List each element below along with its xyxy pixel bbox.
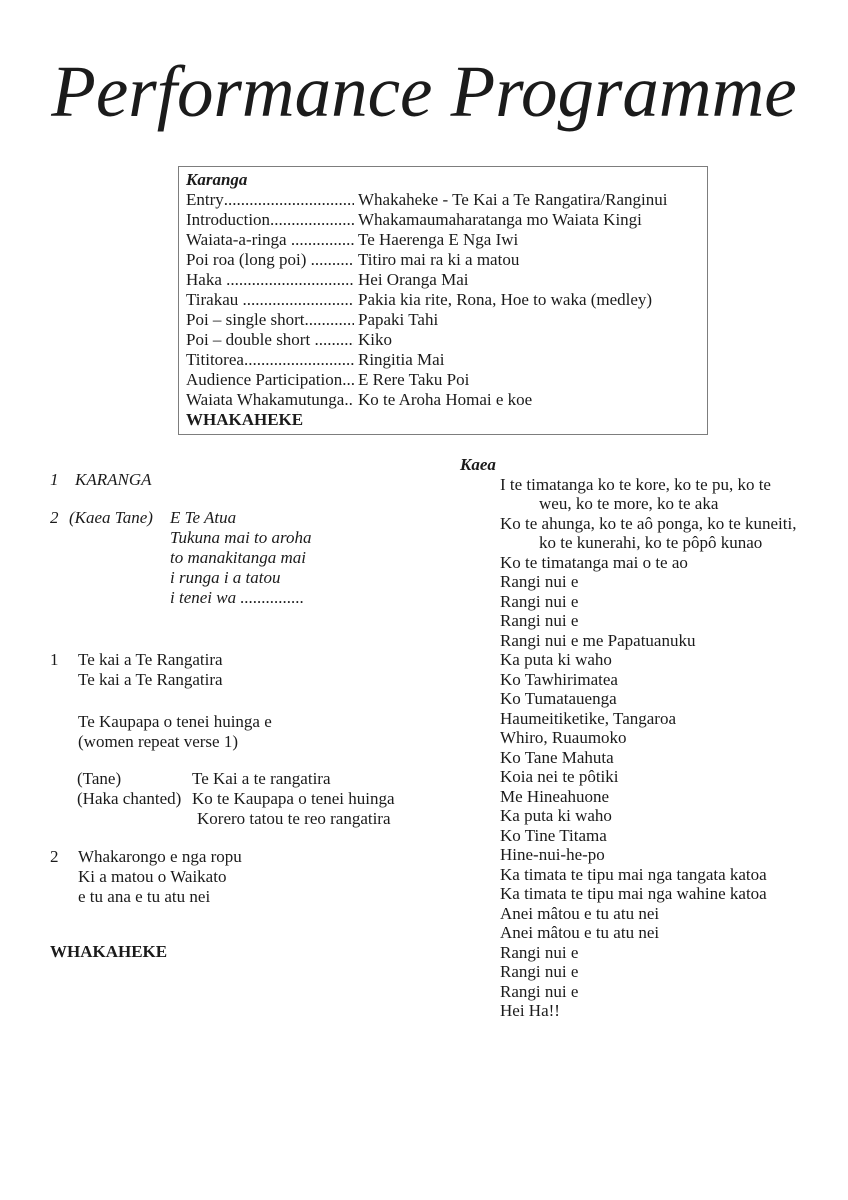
programme-item-title: Titiro mai ra ki a matou (358, 250, 520, 269)
speaker-label: (Tane) (77, 769, 122, 788)
programme-item-label: Poi – double short (186, 330, 315, 349)
programme-row-left (186, 310, 354, 330)
programme-item-title: Hei Oranga Mai (358, 270, 469, 289)
kaea-line: Rangi nui e (500, 572, 579, 591)
programme-row-left (186, 190, 354, 210)
programme-row-left (186, 230, 354, 250)
kaea-tane-item (50, 508, 312, 608)
programme-item-title: Papaki Tahi (358, 310, 439, 329)
programme-row-left (186, 390, 354, 410)
programme-row-left (186, 250, 354, 270)
verse-1-lyrics (78, 650, 223, 690)
kaea-line: Koia nei te pôtiki (500, 767, 619, 786)
kaea-line: Ko Tine Titama (500, 825, 607, 845)
lyric-line: Ko te Kaupapa o tenei huinga (192, 789, 395, 808)
programme-item-label: Audience Participation (186, 370, 343, 389)
lyric-line: Te Kai a te rangatira (192, 769, 331, 788)
item-number: 1 (50, 470, 59, 489)
programme-item-label: Entry (186, 190, 224, 209)
page-title: Performance Programme (51, 51, 797, 132)
lyric-line: Te kai a Te Rangatira (78, 650, 223, 669)
programme-item-title: Kiko (358, 330, 392, 349)
programme-item-label: Poi – single short (186, 310, 305, 329)
kaea-line: Rangi nui e (500, 611, 579, 630)
programme-row-left (186, 350, 354, 370)
verse-1-continued (78, 712, 272, 752)
speaker-row (77, 769, 395, 789)
programme-row (186, 310, 701, 330)
lyric-line: Te Kaupapa o tenei huinga e (78, 712, 272, 731)
programme-item-label: Haka (186, 270, 227, 289)
kaea-tane-lyrics (170, 508, 312, 608)
kaea-heading: Kaea (460, 455, 496, 474)
dot-leader (311, 250, 354, 270)
kaea-line: Ko Tane Mahuta (500, 747, 614, 767)
programme-row-left (186, 330, 354, 350)
verse-1 (50, 650, 223, 690)
programme-row (186, 210, 701, 230)
whakaheke-footer: WHAKAHEKE (50, 942, 168, 961)
programme-row (186, 290, 701, 310)
lyric-line: Te kai a Te Rangatira (78, 670, 223, 689)
programme-row (186, 390, 701, 410)
dot-leader (305, 310, 354, 330)
kaea-line: ko te kunerahi, ko te pôpô kunao (539, 533, 763, 552)
kaea-line: Ko te ahunga, ko te aô ponga, ko te kuneiti, (500, 513, 797, 533)
programme-row-left (186, 370, 354, 390)
speaker-label: (Haka chanted) (77, 789, 182, 808)
lyric-line: i tenei wa ............... (170, 588, 305, 607)
karanga-label: KARANGA (75, 470, 152, 489)
lyric-line: e tu ana e tu atu nei (78, 887, 211, 906)
programme-row-left (186, 290, 354, 310)
programme-list (186, 190, 701, 410)
dot-leader (243, 290, 354, 310)
programme-footer: WHAKAHEKE (186, 410, 304, 429)
programme-item-label: Tirakau (186, 290, 243, 309)
programme-row (186, 190, 701, 210)
kaea-column (460, 455, 846, 1021)
kaea-line: Me Hineahuone (500, 786, 610, 806)
programme-item-label: Introduction (186, 210, 271, 229)
verse-2 (50, 847, 242, 907)
lyric-line: E Te Atua (170, 508, 237, 527)
programme-item-title: E Rere Taku Poi (358, 370, 470, 389)
kaea-line: Rangi nui e (500, 962, 579, 981)
kaea-line: Ka puta ki waho (500, 650, 612, 669)
speaker-row (77, 789, 395, 809)
lyric-line: i runga i a tatou (170, 568, 281, 587)
dot-leader (244, 350, 354, 370)
kaea-line: Ka timata te tipu mai nga wahine katoa (500, 884, 767, 903)
kaea-line: Hei Ha!! (500, 1001, 560, 1020)
lyric-line: to manakitanga mai (170, 548, 306, 567)
programme-item-label: Waiata Whakamutunga (186, 390, 345, 409)
kaea-line: Haumeitiketike, Tangaroa (500, 708, 676, 728)
programme-row (186, 250, 701, 270)
programme-box (178, 166, 708, 435)
kaea-line: weu, ko te more, ko te aka (539, 494, 719, 513)
kaea-line: I te timatanga ko te kore, ko te pu, ko te (500, 474, 771, 494)
kaea-line: Ka puta ki waho (500, 806, 612, 825)
kaea-line: Ko Tumatauenga (500, 689, 617, 708)
verse-2-lyrics (78, 847, 242, 907)
programme-row-left (186, 270, 354, 290)
dot-leader (224, 190, 354, 210)
kaea-line: Rangi nui e (500, 942, 579, 962)
kaea-line: Ko te timatanga mai o te ao (500, 552, 688, 572)
karanga-item (50, 470, 152, 490)
programme-item-label: Waiata-a-ringa (186, 230, 291, 249)
kaea-line: Rangi nui e (500, 591, 579, 611)
programme-item-title: Ringitia Mai (358, 350, 445, 369)
programme-item-label: Poi roa (long poi) (186, 250, 311, 269)
programme-item-title: Whakaheke - Te Kai a Te Rangatira/Ranginui (358, 190, 668, 209)
kaea-line: Anei mâtou e tu atu nei (500, 903, 660, 923)
dot-leader (344, 390, 354, 410)
kaea-line: Rangi nui e me Papatuanuku (500, 630, 696, 650)
programme-item-label: Tititorea (186, 350, 244, 369)
kaea-lyrics (460, 475, 846, 1021)
programme-row-left (186, 210, 354, 230)
dot-leader (226, 270, 354, 290)
speaker-row (77, 809, 395, 829)
programme-heading: Karanga (186, 170, 248, 189)
kaea-line: Whiro, Ruaumoko (500, 728, 627, 747)
kaea-line: Hine-nui-he-po (500, 845, 605, 864)
dot-leader (291, 230, 354, 250)
programme-item-title: Ko te Aroha Homai e koe (358, 390, 533, 409)
programme-row (186, 330, 701, 350)
lyric-line: (women repeat verse 1) (78, 732, 239, 751)
programme-item-title: Whakamaumaharatanga mo Waiata Kingi (358, 210, 642, 229)
lyric-line: Tukuna mai to aroha (170, 528, 312, 547)
lyric-line: Korero tatou te reo rangatira (197, 809, 391, 828)
lyric-line: Whakarongo e nga ropu (78, 847, 242, 866)
programme-row (186, 370, 701, 390)
kaea-line: Rangi nui e (500, 981, 579, 1001)
kaea-line: Anei mâtou e tu atu nei (500, 923, 660, 942)
programme-row (186, 270, 701, 290)
lyric-line: Ki a matou o Waikato (78, 867, 227, 886)
dot-leader (270, 210, 354, 230)
tane-haka-section (77, 769, 395, 829)
dot-leader (342, 370, 354, 390)
programme-item-title: Te Haerenga E Nga Iwi (358, 230, 519, 249)
programme-row (186, 230, 701, 250)
programme-row (186, 350, 701, 370)
item-number: 2 (50, 508, 59, 527)
kaea-line: Ko Tawhirimatea (500, 669, 618, 689)
kaea-line: Ka timata te tipu mai nga tangata katoa (500, 864, 767, 884)
verse-number: 1 (50, 650, 59, 669)
dot-leader (314, 330, 354, 350)
speaker-label: (Kaea Tane) (69, 508, 153, 527)
programme-item-title: Pakia kia rite, Rona, Hoe to waka (medley) (358, 290, 653, 309)
verse-number: 2 (50, 847, 59, 866)
